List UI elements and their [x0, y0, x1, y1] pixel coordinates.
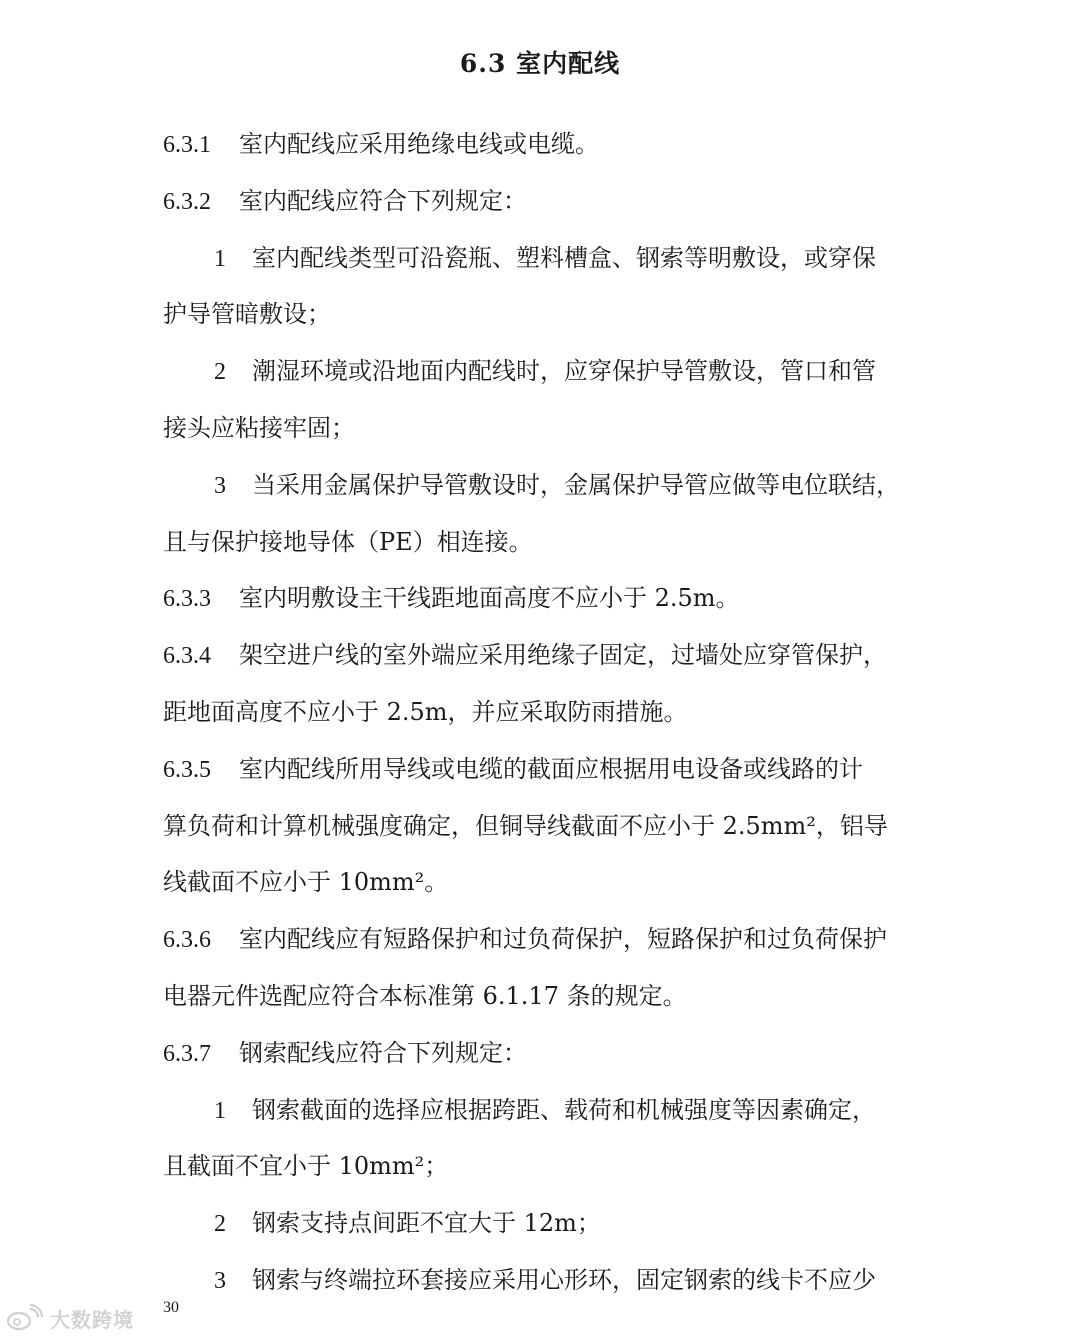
line-text: 室内配线所用导线或电缆的截面应根据用电设备或线路的计: [239, 755, 863, 783]
text-line-16: [163, 979, 687, 1013]
line-text: 且与保护接地导体（PE）相连接。: [163, 528, 533, 556]
line-text: 接头应粘接牢固；: [163, 414, 355, 442]
line-text: 钢索截面的选择应根据跨距、载荷和机械强度等因素确定，: [252, 1096, 876, 1124]
line-text: 护导管暗敷设；: [163, 300, 331, 328]
weibo-logo-icon: [6, 1303, 46, 1333]
line-text: 室内配线应符合下列规定：: [239, 187, 527, 215]
line-text: 当采用金属保护导管敷设时，金属保护导管应做等电位联结，: [252, 471, 900, 499]
page-number: 30: [163, 1299, 179, 1316]
text-line-9: [163, 581, 740, 616]
text-line-11: [163, 695, 688, 729]
line-text: 室内配线应采用绝缘电线或电缆。: [239, 130, 599, 158]
line-text: 室内配线类型可沿瓷瓶、塑料槽盒、钢索等明敷设，或穿保: [252, 244, 876, 272]
clause-number: 6.3.2: [163, 189, 211, 215]
line-text: 距地面高度不应小于 2.5m，并应采取防雨措施。: [163, 698, 688, 726]
text-line-3: [214, 241, 876, 276]
clause-number: 6.3.4: [163, 643, 211, 669]
item-number: 2: [214, 1211, 226, 1237]
text-line-1: [163, 127, 599, 162]
line-text: 室内配线应有短路保护和过负荷保护，短路保护和过负荷保护: [239, 925, 887, 953]
text-line-13: [163, 809, 888, 843]
watermark-text: 大数跨境: [50, 1307, 134, 1332]
clause-number: 6.3.7: [163, 1041, 211, 1067]
text-line-14: [163, 865, 448, 899]
line-text: 潮湿环境或沿地面内配线时，应穿保护导管敷设，管口和管: [252, 357, 876, 385]
text-line-8: [163, 525, 533, 559]
line-text: 线截面不应小于 10mm²。: [163, 868, 449, 896]
text-line-19: [163, 1149, 448, 1183]
line-text: 钢索与终端拉环套接应采用心形环，固定钢索的线卡不应少: [252, 1266, 876, 1294]
line-text: 钢索配线应符合下列规定：: [239, 1039, 527, 1067]
section-title: 6.3 室内配线: [459, 49, 621, 78]
line-text: 算负荷和计算机械强度确定，但铜导线截面不应小于 2.5mm²，铝导: [163, 812, 888, 840]
text-line-20: [214, 1206, 601, 1241]
line-text: 且截面不宜小于 10mm²；: [163, 1152, 449, 1180]
text-line-10: [163, 638, 887, 673]
clause-number: 6.3.1: [163, 132, 211, 158]
item-number: 3: [214, 1268, 226, 1294]
line-text: 电器元件选配应符合本标准第 6.1.17 条的规定。: [163, 982, 687, 1010]
line-text: 架空进户线的室外端应采用绝缘子固定，过墙处应穿管保护，: [239, 641, 887, 669]
text-line-12: [163, 752, 863, 787]
item-number: 2: [214, 359, 226, 385]
clause-number: 6.3.6: [163, 927, 211, 953]
text-line-17: [163, 1036, 527, 1071]
text-line-2: [163, 184, 527, 219]
line-text: 室内明敷设主干线距地面高度不应小于 2.5m。: [239, 584, 740, 612]
text-line-5: [214, 354, 876, 389]
text-line-15: [163, 922, 887, 957]
text-line-18: [214, 1093, 876, 1128]
item-number: 1: [214, 246, 226, 272]
text-line-7: [214, 468, 900, 503]
line-text: 钢索支持点间距不宜大于 12m；: [252, 1209, 601, 1237]
text-line-21: [214, 1263, 876, 1298]
watermark: [6, 1302, 134, 1334]
text-line-4: [163, 297, 331, 331]
item-number: 1: [214, 1098, 226, 1124]
clause-number: 6.3.3: [163, 586, 211, 612]
item-number: 3: [214, 473, 226, 499]
text-line-6: [163, 411, 355, 445]
clause-number: 6.3.5: [163, 757, 211, 783]
